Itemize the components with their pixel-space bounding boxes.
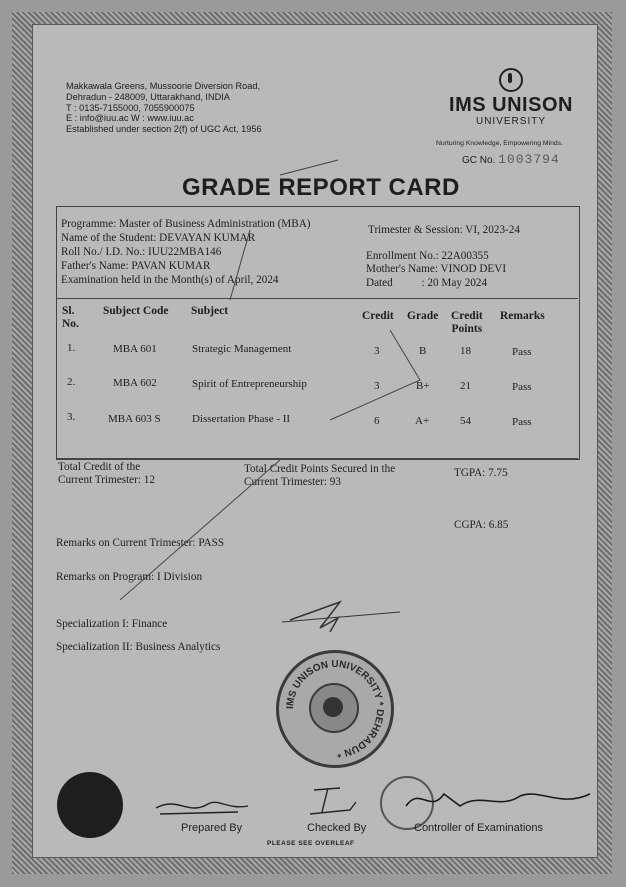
seal-text: IMS UNISON UNIVERSITY * DEHRADUN * [284,658,386,759]
row-grade: B [419,345,427,357]
enrollment-number: Enrollment No.: 22A00355 [366,250,489,262]
total-credit-points: Total Credit Points Secured in the Current Trimester: 93 [244,463,396,488]
gc-label: GC No. [462,155,496,166]
brand-subtitle: UNIVERSITY [475,116,546,127]
header-credit: Credit [362,310,394,322]
tagline: Nurturing Knowledge, Empowering Minds. [436,140,563,147]
dated-label: Dated [366,277,393,289]
address-line: E : info@iuu.ac W : www.iuu.ac [66,113,194,124]
row-points: 18 [460,345,471,357]
programme: Programme: Master of Business Administration (MBA) [61,218,311,230]
total-credit: Total Credit of the Current Trimester: 12 [58,461,155,486]
checked-signature [300,782,370,822]
gc-value: 1003794 [498,152,560,167]
specialization-2: Specialization II: Business Analytics [56,641,221,653]
row-code: MBA 601 [113,343,157,355]
checked-by-label: Checked By [307,822,367,834]
roll-number: Roll No./ I.D. No.: IUU22MBA146 [61,246,222,258]
header-sl: Sl. No. [62,305,79,330]
row-credit: 3 [374,380,380,392]
row-remarks: Pass [512,346,532,358]
address-line: Makkawala Greens, Mussoorie Diversion Road, [66,81,261,91]
row-subject: Strategic Management [192,343,292,355]
row-grade: B+ [416,380,430,392]
row-remarks: Pass [512,416,532,428]
prepared-by-label: Prepared By [181,822,243,834]
row-points: 54 [460,415,471,427]
cgpa: CGPA: 6.85 [454,519,509,531]
header-remarks: Remarks [500,310,545,322]
address-line: Established under section 2(f) of UGC Act, 1956 [66,124,262,135]
father-name: Father's Name: PAVAN KUMAR [61,260,211,272]
row-grade: A+ [415,415,430,427]
row-credit: 6 [374,415,380,427]
remarks-program: Remarks on Program: I Division [56,571,203,583]
overleaf-note: PLEASE SEE OVERLEAF [267,840,355,847]
student-name: Name of the Student: DEVAYAN KUMAR [61,232,256,244]
exam-month: Examination held in the Month(s) of April, 2024 [61,274,279,286]
header-credit-points: Credit Points [451,310,483,335]
dated-value: : 20 May 2024 [421,277,488,289]
row-code: MBA 603 S [108,413,161,425]
controller-signature [400,784,600,816]
page-title: GRADE REPORT CARD [182,174,460,201]
row-points: 21 [460,380,471,392]
university-seal [276,650,394,768]
specialization-1: Specialization I: Finance [56,618,168,630]
mother-name: Mother's Name: VINOD DEVI [366,263,507,275]
header-grade: Grade [407,310,439,322]
row-code: MBA 602 [113,377,157,389]
row-credit: 3 [374,345,380,357]
brand-name: IMS UNISON [449,94,573,116]
row-remarks: Pass [512,381,532,393]
tgpa: TGPA: 7.75 [454,467,508,479]
header-subject: Subject [191,305,229,317]
row-sl: 3. [67,411,76,423]
header-subject-code: Subject Code [103,305,169,317]
hologram-sticker [57,772,123,838]
address-line: T : 0135-7155000, 7055900075 [66,102,195,113]
trimester-session: Trimester & Session: VI, 2023-24 [368,224,520,236]
address-line: Dehradun - 248009, Uttarakhand, INDIA [66,91,230,102]
prepared-signature [148,790,258,822]
remarks-trimester: Remarks on Current Trimester: PASS [56,537,225,549]
controller-label: Controller of Examinations [414,822,544,834]
row-sl: 1. [67,342,76,354]
row-sl: 2. [67,376,76,388]
seal-center [309,683,359,733]
row-subject: Dissertation Phase - II [192,413,291,425]
row-subject: Spirit of Entrepreneurship [192,378,307,390]
